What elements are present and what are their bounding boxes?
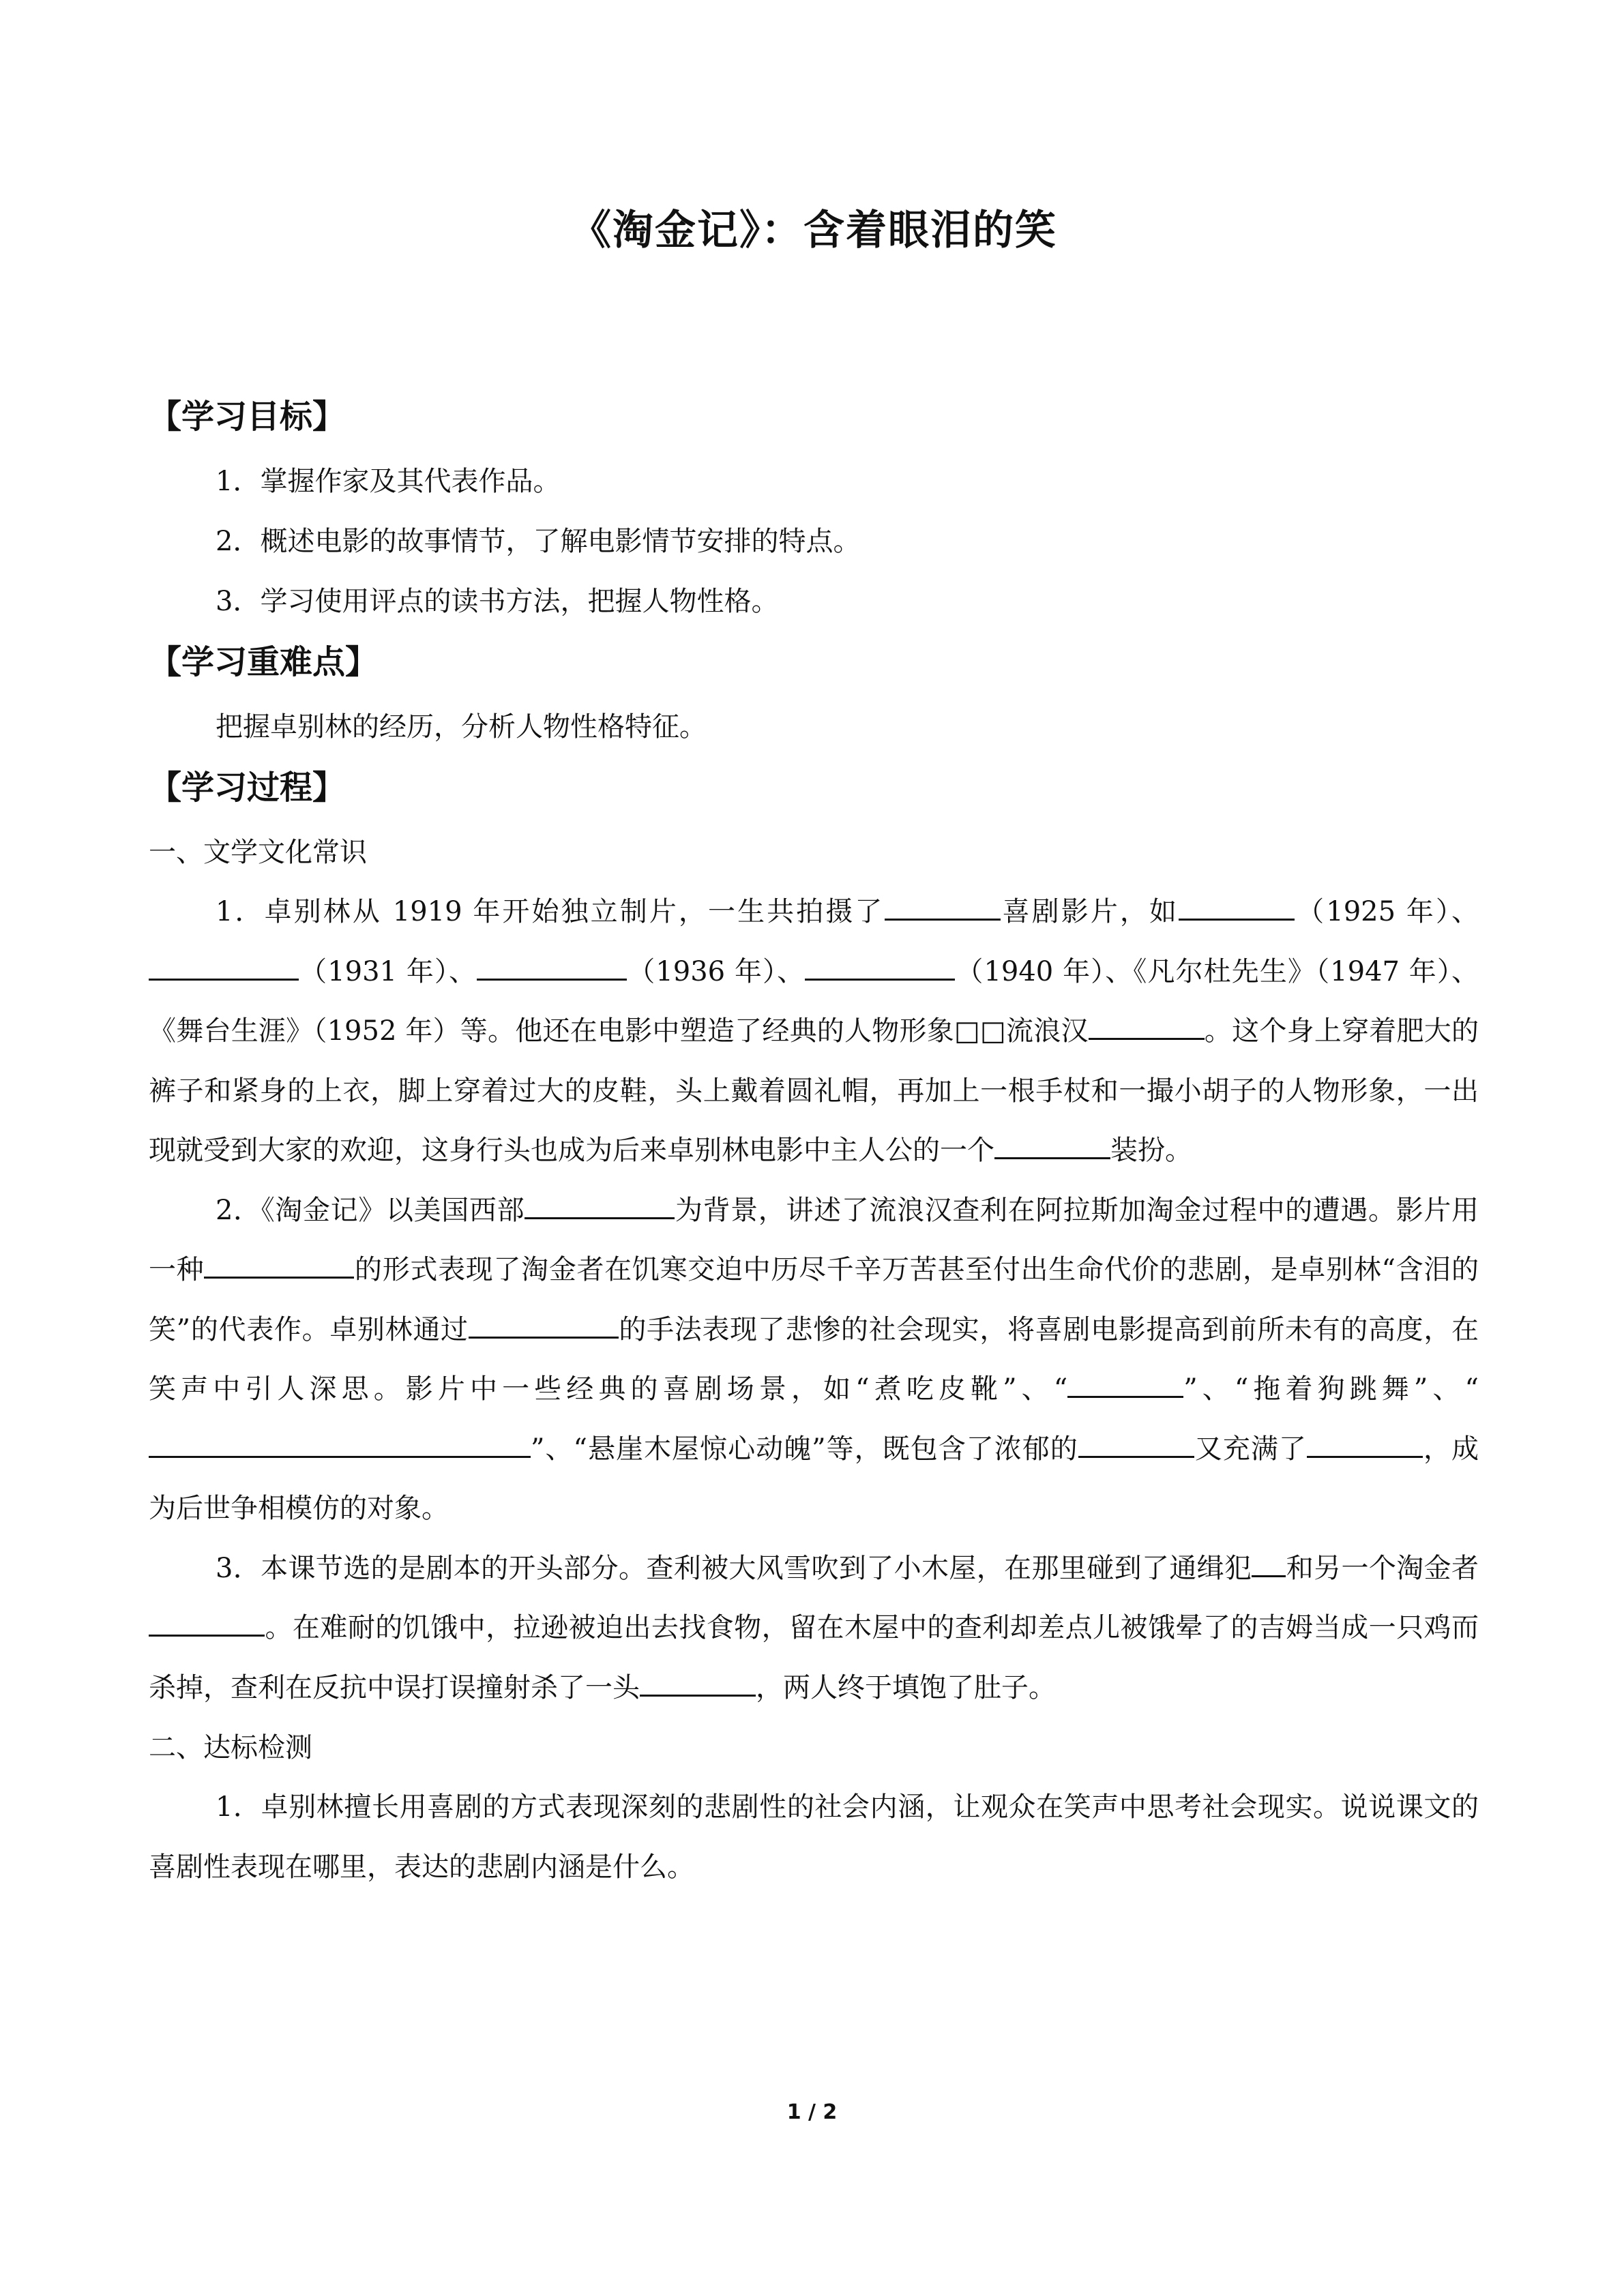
answer-blank[interactable] bbox=[1067, 1365, 1183, 1398]
answer-blank[interactable] bbox=[1307, 1425, 1423, 1458]
answer-blank[interactable] bbox=[1089, 1007, 1205, 1040]
page-title: 《淘金记》：含着眼泪的笑 bbox=[570, 207, 1057, 254]
paragraph-3: 3．本课节选的是剧本的开头部分。查利被大风雪吹到了小木屋，在那里碰到了通缉犯 和另一个淘金者。在难耐的饥饿中，拉逊被迫出去找食物，留在木屋中的查利却差点儿被饿晕了的吉姆当成一只鸡而杀掉，查利在反抗中误打误撞射杀了一头 ，两人终于填饱了肚子。 bbox=[149, 1539, 1479, 1718]
answer-blank[interactable] bbox=[1179, 887, 1295, 921]
objective-item: 1．掌握作家及其代表作品。 bbox=[216, 466, 561, 497]
objective-item: 3．学习使用评点的读书方法，把握人物性格。 bbox=[216, 586, 779, 617]
section-title-process: 【学习过程】 bbox=[149, 769, 346, 807]
section-title-objectives: 【学习目标】 bbox=[149, 398, 346, 436]
answer-blank[interactable] bbox=[469, 1305, 619, 1339]
subsection-literary-knowledge: 一、文学文化常识 bbox=[149, 837, 367, 868]
answer-blank[interactable] bbox=[204, 1245, 354, 1279]
answer-blank[interactable] bbox=[149, 1425, 531, 1458]
objective-item: 2．概述电影的故事情节，了解电影情节安排的特点。 bbox=[216, 526, 861, 557]
answer-blank[interactable] bbox=[805, 947, 955, 981]
answer-blank[interactable] bbox=[1078, 1425, 1194, 1458]
question-1: 1．卓别林擅长用喜剧的方式表现深刻的悲剧性的社会内涵，让观众在笑声中思考社会现实。说说课文的喜剧性表现在哪里，表达的悲剧内涵是什么。 bbox=[149, 1791, 1479, 1883]
answer-blank[interactable] bbox=[477, 947, 627, 981]
subsection-assessment: 二、达标检测 bbox=[149, 1732, 312, 1763]
paragraph-1: 1．卓别林从 1919 年开始独立制片，一生共拍摄了 喜剧影片，如 （1925 年）、（1931 年）、 （1936 年）、 （1940 年）、《凡尔杜先生》（1947 年）、《舞台生涯》（1952 年）等。他还在电影中塑造了经典的人物形象□□流浪汉 。这个身上穿着肥大的裤子和紧身的上衣，脚上穿着过大的皮鞋，头上戴着圆礼帽，再加上一根手杖和一撮小胡子的人物形象，一出现就受到大家的欢迎，这身行头也成为后来卓别林电影中主人公的一个 装扮。 bbox=[149, 882, 1479, 1181]
answer-blank[interactable] bbox=[149, 947, 299, 981]
answer-blank[interactable] bbox=[640, 1663, 756, 1697]
answer-blank[interactable] bbox=[994, 1126, 1110, 1159]
answer-blank[interactable] bbox=[149, 1603, 265, 1637]
answer-blank[interactable] bbox=[525, 1186, 675, 1219]
key-points-text: 把握卓别林的经历，分析人物性格特征。 bbox=[216, 711, 707, 743]
page-content bbox=[149, 198, 1479, 1897]
answer-blank[interactable] bbox=[1252, 1544, 1286, 1577]
answer-blank[interactable] bbox=[885, 887, 1001, 921]
page-number: 1 / 2 bbox=[786, 2100, 838, 2124]
paragraph-2: 2．《淘金记》以美国西部 为背景，讲述了流浪汉查利在阿拉斯加淘金过程中的遭遇。影片用一种 的形式表现了淘金者在饥寒交迫中历尽千辛万苦甚至付出生命代价的悲剧，是卓别林“含泪的笑”的代表作。卓别林通过 的手法表现了悲惨的社会现实，将喜剧电影提高到前所未有的高度，在笑声中引人深思。影片中一些经典的喜剧场景，如“煮吃皮靴”、“ ”、“拖着狗跳舞”、“”、“悬崖木屋惊心动魄”等，既包含了浓郁的 又充满了 ，成为后世争相模仿的对象。 bbox=[149, 1181, 1479, 1539]
section-title-key-points: 【学习重难点】 bbox=[149, 643, 379, 681]
